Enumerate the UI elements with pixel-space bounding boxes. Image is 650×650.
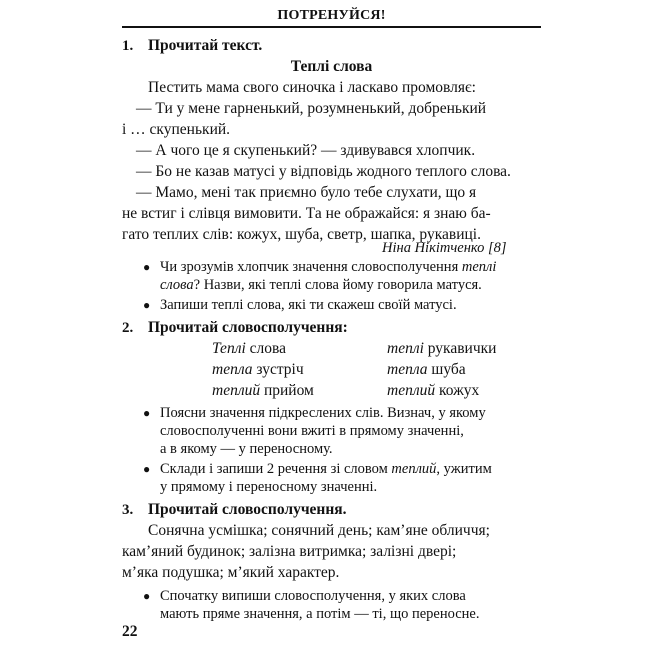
page-header: ПОТРЕНУЙСЯ! [277, 8, 386, 23]
question-line: слова? Назви, які теплі слова йому говорила матуся. [160, 277, 482, 293]
text-line: гато теплих слів: кожух, шуба, светр, шапка, рукавиці. [122, 226, 481, 243]
header-rule [122, 26, 541, 28]
question-line: Спочатку випиши словосполучення, у яких слова [160, 588, 466, 604]
text-line: — Ти у мене гарненький, розумненький, добренький [136, 100, 487, 117]
question-line: Поясни значення підкреслених слів. Визнач, у якому [160, 405, 486, 421]
text-line: не встиг і слівця вимовити. Та не ображайся: я знаю ба- [122, 205, 491, 222]
phrase: теплі рукавички [387, 340, 497, 357]
phrase: теплий кожух [387, 382, 480, 399]
exercise-3-number: 3. [122, 502, 134, 518]
question-line: словосполученні вони вжиті в прямому значенні, [160, 423, 464, 439]
text-line: — Бо не казав матусі у відповідь жодного теплого слова. [136, 163, 511, 180]
text-line: м’яка подушка; м’який характер. [122, 564, 340, 581]
text-line: кам’яний будинок; залізна витримка; залізні двері; [122, 543, 457, 560]
author-credit: Ніна Нікітченко [8] [382, 240, 507, 256]
exercise-2-number: 2. [122, 320, 134, 336]
phrase: тепла шуба [387, 361, 466, 378]
page-number: 22 [122, 623, 138, 640]
bullet-icon: ● [143, 298, 151, 312]
question-line: Запиши теплі слова, які ти скажеш своїй матусі. [160, 297, 457, 313]
phrase: тепла зустріч [212, 361, 304, 378]
question-line: мають пряме значення, а потім — ті, що переносне. [160, 606, 480, 622]
bullet-icon: ● [143, 589, 151, 603]
text-title: Теплі слова [290, 58, 373, 75]
question-line: а в якому — у переносному. [160, 441, 333, 457]
bullet-icon: ● [143, 462, 151, 476]
exercise-1-task: Прочитай текст. [148, 37, 263, 54]
exercise-3-task: Прочитай словосполучення. [148, 501, 347, 518]
exercise-2-task: Прочитай словосполучення: [148, 319, 348, 336]
text-line: Пестить мама свого синочка і ласкаво промовляє: [148, 79, 476, 96]
bullet-icon: ● [143, 406, 151, 420]
text-line: — Мамо, мені так приємно було тебе слухати, що я [136, 184, 477, 201]
bullet-icon: ● [143, 260, 151, 274]
question-line: Склади і запиши 2 речення зі словом теплий, ужитим [160, 461, 492, 477]
phrase: Теплі слова [212, 340, 286, 357]
exercise-1-number: 1. [122, 38, 134, 54]
phrase: теплий прийом [212, 382, 314, 399]
text-line: Сонячна усмішка; сонячний день; кам’яне обличчя; [148, 522, 490, 539]
text-line: і … скупенький. [122, 121, 231, 138]
text-line: — А чого це я скупенький? — здивувався хлопчик. [136, 142, 476, 159]
question-line: Чи зрозумів хлопчик значення словосполучення теплі [160, 259, 497, 275]
question-line: у прямому і переносному значенні. [160, 479, 378, 495]
